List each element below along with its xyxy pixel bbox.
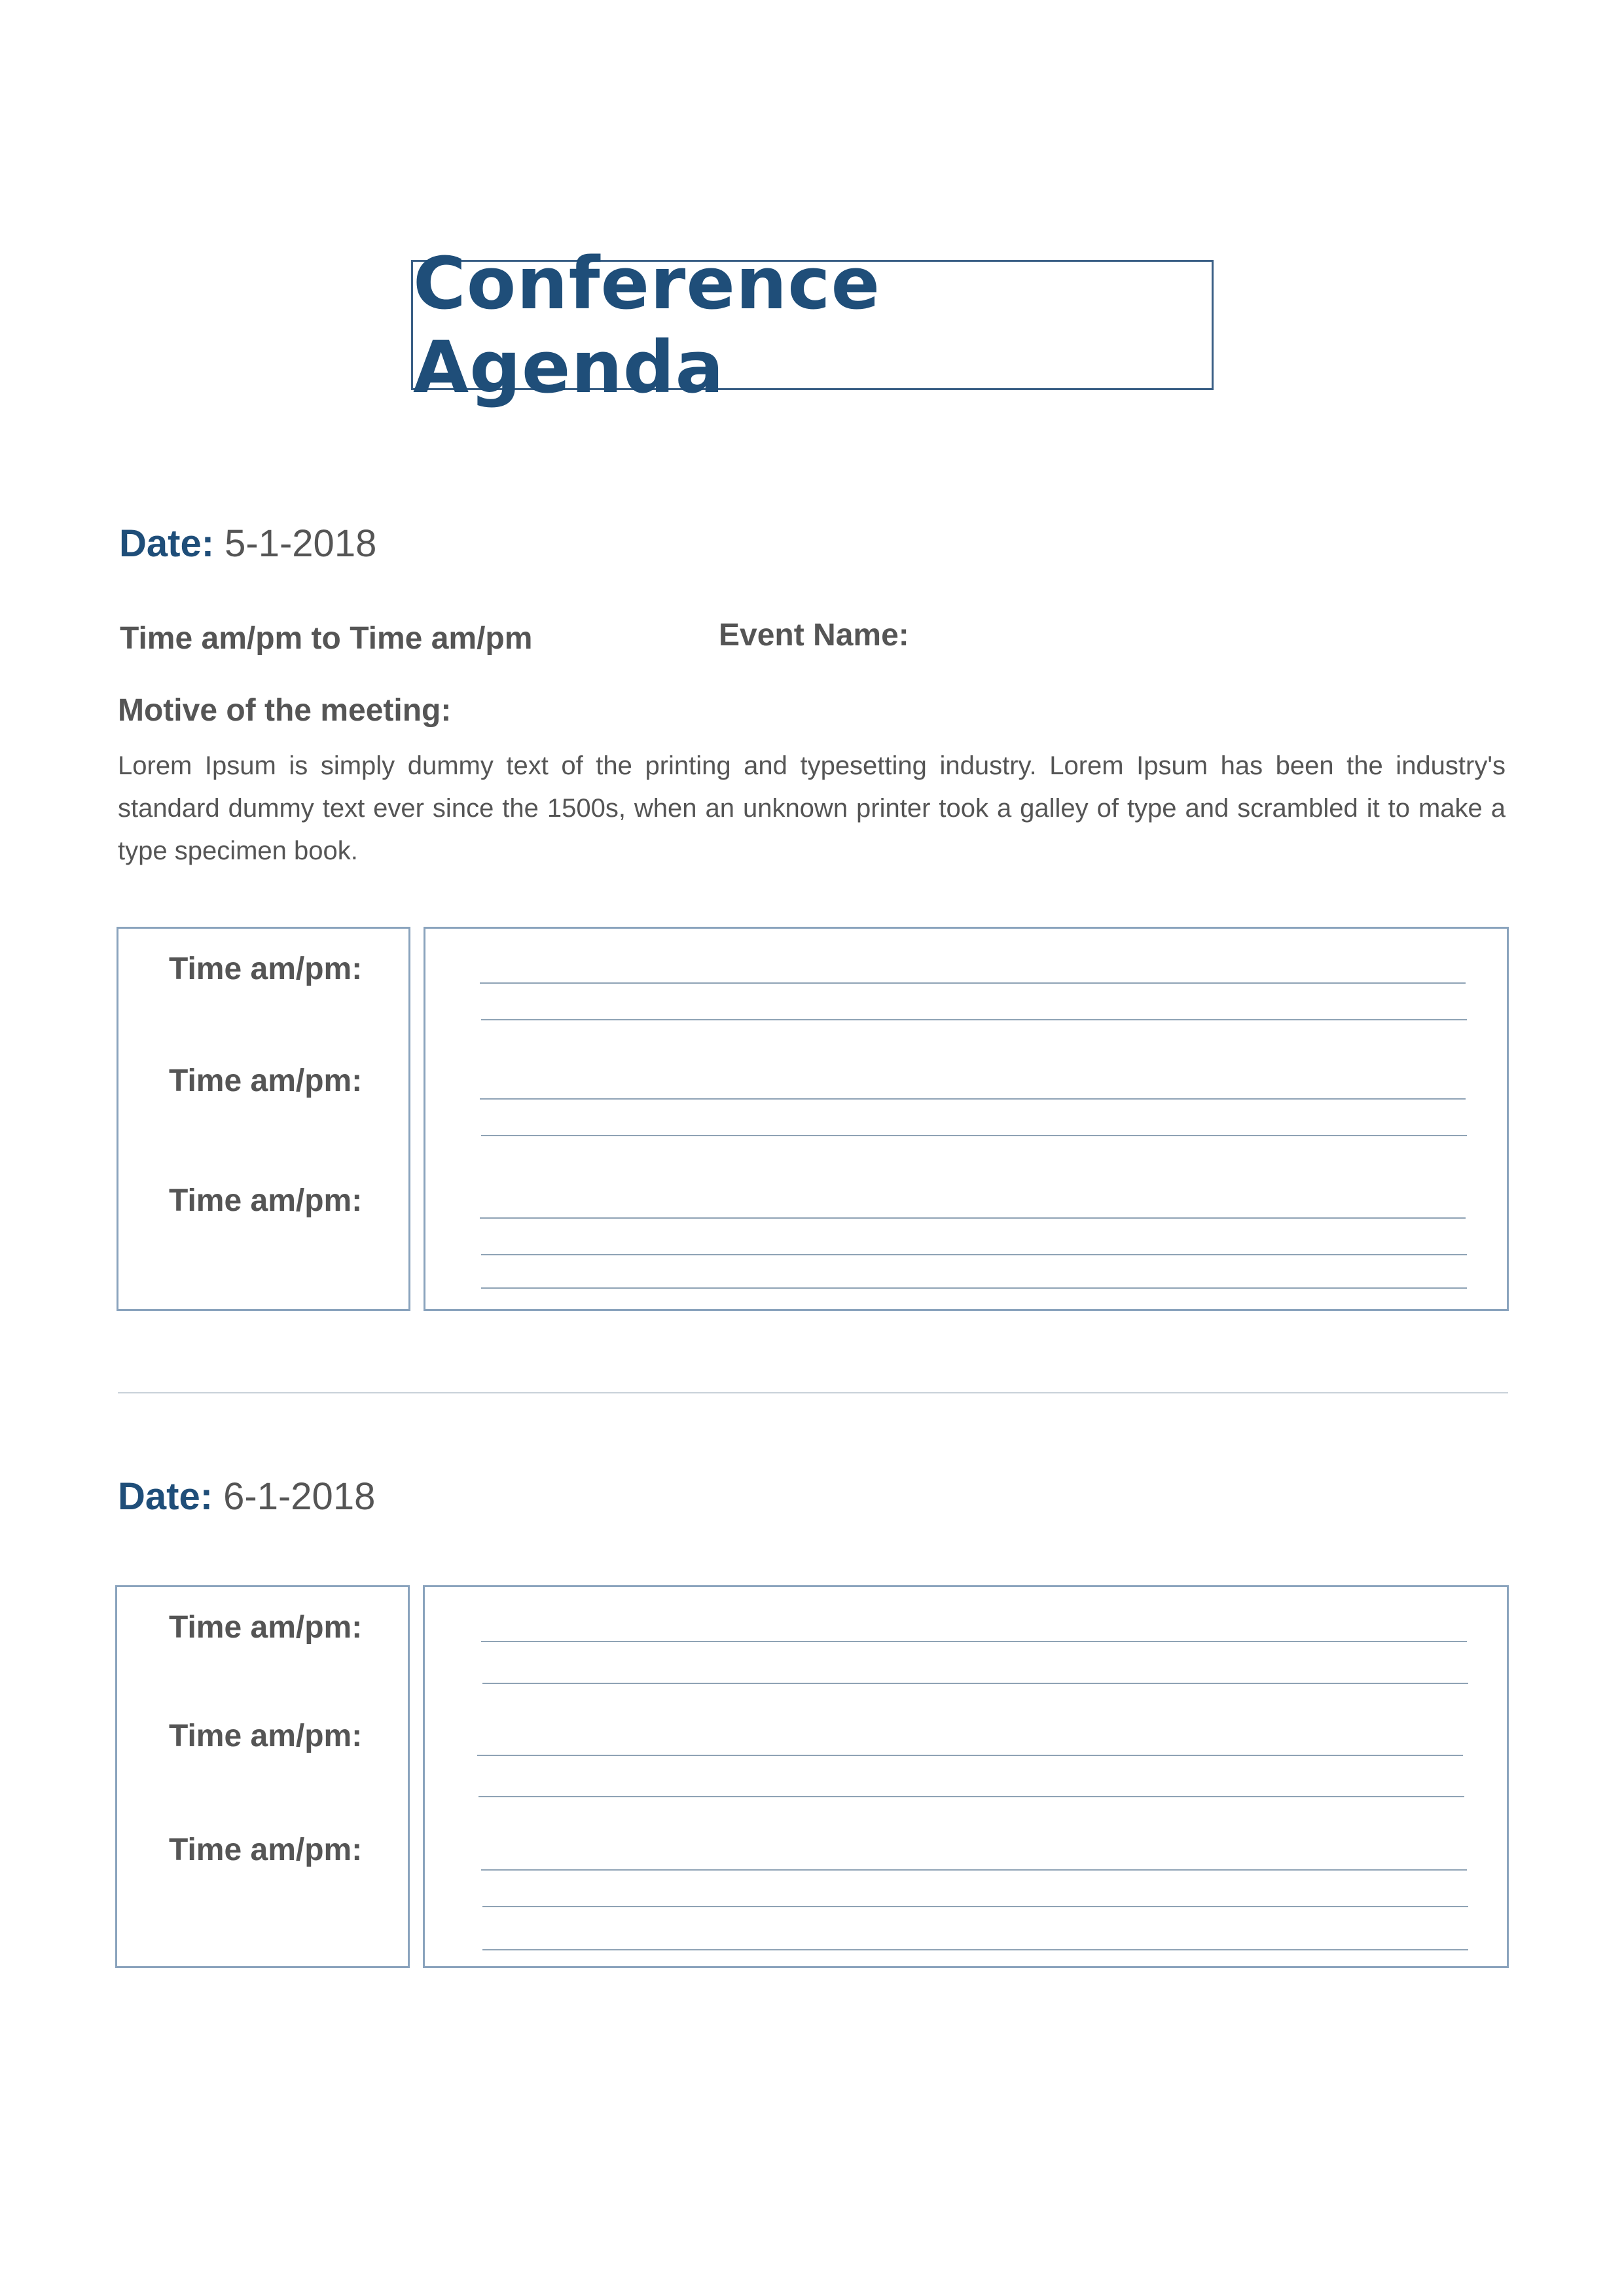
date-value: 6-1-2018 bbox=[223, 1475, 376, 1518]
time-slots-box-1 bbox=[117, 927, 410, 1311]
time-slot-label: Time am/pm: bbox=[169, 1833, 363, 1867]
note-line[interactable] bbox=[481, 1641, 1467, 1642]
note-line[interactable] bbox=[482, 1906, 1468, 1907]
note-line[interactable] bbox=[481, 1287, 1467, 1289]
date-value: 5-1-2018 bbox=[225, 522, 377, 565]
note-line[interactable] bbox=[481, 1135, 1467, 1136]
date-label: Date: bbox=[118, 1475, 213, 1518]
note-line[interactable] bbox=[481, 1254, 1467, 1255]
notes-box-1 bbox=[424, 927, 1509, 1311]
motive-text: Lorem Ipsum is simply dummy text of the printing and typesetting industry. Lorem Ipsum has been the industry's standard dummy text ever since the 1500s, when an unknown printer took a galley of type and scrambled it to make a type specimen book. bbox=[118, 751, 1506, 865]
notes-box-2 bbox=[423, 1585, 1509, 1968]
event-name-label: Event Name: bbox=[719, 618, 909, 653]
date-row-2 bbox=[118, 1475, 375, 1518]
date-row-1 bbox=[119, 522, 376, 565]
note-line[interactable] bbox=[477, 1755, 1463, 1756]
motive-label: Motive of the meeting: bbox=[118, 693, 452, 728]
title-box bbox=[411, 241, 1214, 409]
date-label: Date: bbox=[119, 522, 215, 565]
time-slot-label: Time am/pm: bbox=[169, 952, 363, 986]
time-slots-box-2 bbox=[115, 1585, 410, 1968]
note-line[interactable] bbox=[480, 1217, 1466, 1219]
note-line[interactable] bbox=[481, 1869, 1467, 1871]
note-line[interactable] bbox=[480, 982, 1466, 984]
time-range: Time am/pm to Time am/pm bbox=[120, 621, 533, 656]
note-line[interactable] bbox=[482, 1683, 1468, 1684]
section-divider bbox=[118, 1392, 1508, 1393]
note-line[interactable] bbox=[478, 1796, 1464, 1797]
page-title: Conference Agenda bbox=[413, 241, 881, 409]
note-line[interactable] bbox=[482, 1949, 1468, 1950]
time-slot-label: Time am/pm: bbox=[169, 1610, 363, 1645]
note-line[interactable] bbox=[481, 1019, 1467, 1020]
time-slot-label: Time am/pm: bbox=[169, 1064, 363, 1098]
note-line[interactable] bbox=[480, 1098, 1466, 1100]
time-slot-label: Time am/pm: bbox=[169, 1183, 363, 1218]
time-slot-label: Time am/pm: bbox=[169, 1719, 363, 1753]
